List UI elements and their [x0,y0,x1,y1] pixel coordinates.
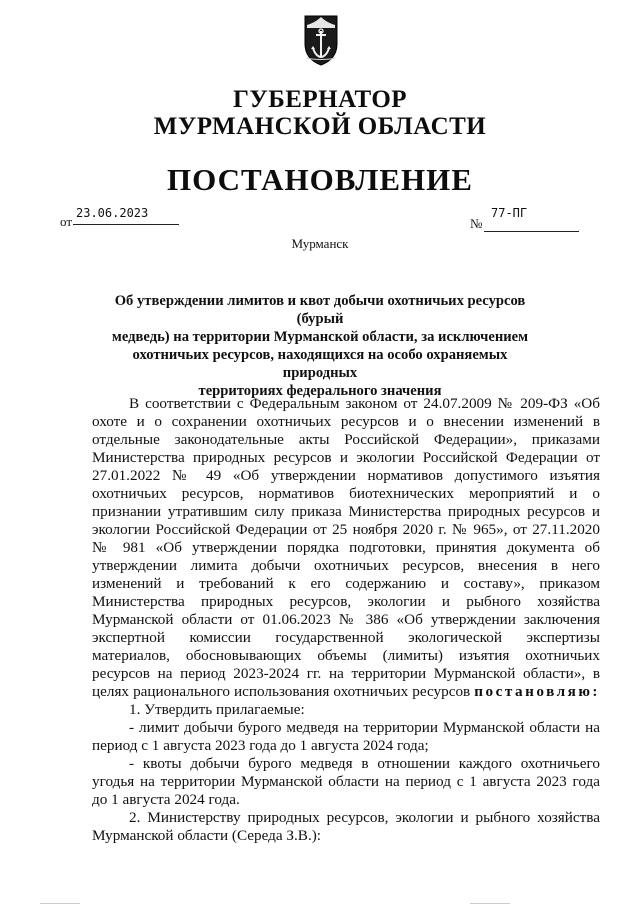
body-line: экологии Российской Федерации от 25 ноября 2020 г. № 965», от 27.11.2020 [92,521,600,538]
body-line: утверждении лимита добычи охотничьих ресурсов, внесения в него [92,557,600,574]
murmansk-coat-of-arms-icon [303,14,339,66]
document-body [92,395,600,845]
number-prefix: № [470,216,483,231]
date-underline [73,224,179,225]
date-prefix: от [60,214,73,229]
item-1: 1. Утвердить прилагаемые: [129,701,305,718]
body-line: угодья на территории Мурманской области на период с 1 августа 2023 года [92,773,600,790]
body-line: Мурманской области от 01.06.2023 № 386 «Об утверждении заключения [92,611,600,628]
scan-mark [40,903,80,908]
heading-line: Об утверждении лимитов и квот добычи охотничьих ресурсов (бурый [114,293,526,327]
heading-line: территориях федерального значения [198,383,442,399]
body-line: Министерства природных ресурсов и экологии Российской Федерации от [92,449,600,466]
scan-mark [470,903,510,908]
body-line: - квоты добычи бурого медведя в отношении каждого охотничьего [129,755,600,772]
body-line: изменений и требований к его содержанию и составу», приказом [92,575,600,592]
body-line: отдельные законодательные акты Российской Федерации», приказами [92,431,600,448]
number-underline [484,231,579,232]
preamble-last-text: целях рационального использования охотничьих ресурсов [92,683,471,700]
body-line: охотничьих ресурсов, нормативов биотехнических мероприятий и о [92,485,600,502]
body-line: № 981 «Об утверждении порядка подготовки, принятия документа об [92,539,600,556]
body-line: признании утратившим силу приказа Министерства природных ресурсов и [92,503,600,520]
heading-line: охотничьих ресурсов, находящихся на особо охраняемых природных [132,347,508,381]
body-line: Министерства природных ресурсов, экологии и рыбного хозяйства [92,593,600,610]
document-heading [100,292,540,400]
body-line [92,683,600,701]
decree-word: постановляю: [474,683,600,700]
body-line: В соответствии с Федеральным законом от 24.07.2009 № 209-ФЗ «Об [129,395,600,412]
heading-line: медведь) на территории Мурманской области, за исключением [111,329,529,345]
governor-title: ГУБЕРНАТОР [232,86,408,113]
item-2: 2. Министерству природных ресурсов, экологии и рыбного хозяйства [129,809,600,826]
body-line: период с 1 августа 2023 года до 1 августа 2024 года; [92,737,429,754]
body-line: экспертной комиссии государственной экологической экспертизы [92,629,600,646]
body-line: Мурманской области (Середа З.В.): [92,827,322,844]
document-date: 23.06.2023 [76,206,149,220]
document-number: 77-ПГ [491,206,528,220]
body-line: охоте и о сохранении охотничьих ресурсов и о внесении изменений в [92,413,600,430]
document-type-title: ПОСТАНОВЛЕНИЕ [167,162,473,197]
body-line: до 1 августа 2024 года. [92,791,240,808]
region-title: МУРМАНСКОЙ ОБЛАСТИ [153,113,487,140]
body-line: - лимит добычи бурого медведя на территории Мурманской области на [129,719,600,736]
preamble-paragraph [92,395,600,701]
body-line: 27.01.2022 № 49 «Об утверждении нормативов допустимого изъятия [92,467,600,484]
body-line: материалов, обосновывающих объемы (лимиты) изъятия охотничьих [92,647,600,664]
city-name: Мурманск [291,236,349,251]
body-line: ресурсов на период 2023-2024 гг. на территории Мурманской области», в [92,665,600,682]
